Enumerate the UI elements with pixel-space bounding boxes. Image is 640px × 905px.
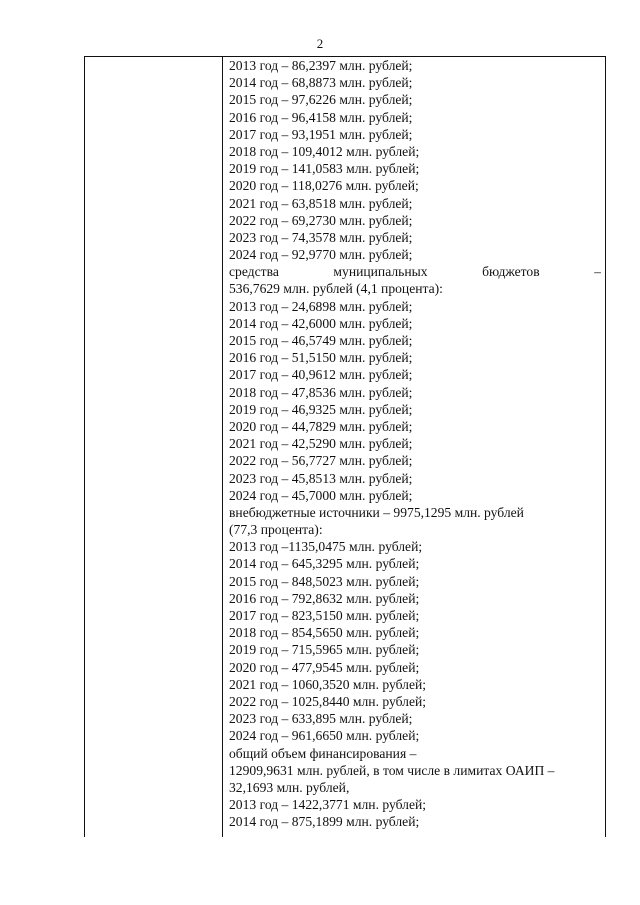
text-line: 2018 год – 47,8536 млн. рублей; (229, 384, 413, 400)
text-line: 2019 год – 141,0583 млн. рублей; (229, 161, 420, 177)
text-line: 2019 год – 46,9325 млн. рублей; (229, 401, 413, 417)
text-line: 2013 год – 86,2397 млн. рублей; (229, 58, 413, 73)
text-line: 2020 год – 477,9545 млн. рублей; (229, 659, 420, 675)
text-line: 2023 год – 45,8513 млн. рублей; (229, 470, 413, 486)
text-line: 12909,9631 млн. рублей, в том числе в лимитах ОАИП – (229, 762, 555, 778)
text-line: 2017 год – 823,5150 млн. рублей; (229, 608, 420, 623)
text-line: 2014 год – 645,3295 млн. рублей; (229, 556, 420, 572)
text-line: 32,1693 млн. рублей, (229, 779, 350, 795)
text-line: 2018 год – 109,4012 млн. рублей; (229, 143, 420, 159)
text-line: 2015 год – 97,6226 млн. рублей; (229, 92, 413, 108)
text-line: 2021 год – 1060,3520 млн. рублей; (229, 676, 427, 692)
text-line: 2016 год – 792,8632 млн. рублей; (229, 590, 420, 606)
text-line: 2020 год – 118,0276 млн. рублей; (229, 178, 419, 194)
text-line: 2021 год – 42,5290 млн. рублей; (229, 436, 413, 452)
text-line: 2015 год – 46,5749 млн. рублей; (229, 333, 413, 348)
text-line: 2020 год – 44,7829 млн. рублей; (229, 418, 413, 434)
text-line: 2017 год – 93,1951 млн. рублей; (229, 126, 413, 142)
text-line: 536,7629 млн. рублей (4,1 процента): (229, 281, 443, 297)
text-line: 2024 год – 92,9770 млн. рублей; (229, 247, 413, 263)
page-number: 2 (316, 36, 324, 51)
text-line: 2013 год – 1422,3771 млн. рублей; (229, 797, 427, 813)
text-line: 2014 год – 42,6000 млн. рублей; (229, 315, 413, 331)
text-line: 2024 год – 961,6650 млн. рублей; (229, 728, 420, 744)
text-line: средства муниципальных бюджетов – (229, 264, 601, 280)
text-line: 2017 год – 40,9612 млн. рублей; (229, 367, 413, 383)
funding-table (84, 56, 606, 837)
text-line: 2013 год –1135,0475 млн. рублей; (229, 539, 423, 555)
text-line: 2022 год – 69,2730 млн. рублей; (229, 212, 413, 228)
text-line: 2022 год – 1025,8440 млн. рублей; (229, 693, 427, 709)
text-line: 2021 год – 63,8518 млн. рублей; (229, 195, 413, 211)
text-line: 2016 год – 96,4158 млн. рублей; (229, 109, 413, 125)
text-line: 2016 год – 51,5150 млн. рублей; (229, 350, 413, 366)
text-line: (77,3 процента): (229, 522, 323, 538)
text-line: 2014 год – 68,8873 млн. рублей; (229, 75, 413, 91)
text-line: 2022 год – 56,7727 млн. рублей; (229, 453, 413, 469)
text-line: 2014 год – 875,1899 млн. рублей; (229, 814, 420, 830)
text-line: общий объем финансирования – (229, 745, 417, 761)
text-line: 2013 год – 24,6898 млн. рублей; (229, 298, 413, 314)
text-line: 2024 год – 45,7000 млн. рублей; (229, 487, 413, 503)
table-right-cell (223, 57, 605, 837)
text-line: внебюджетные источники – 9975,1295 млн. рублей (229, 504, 524, 520)
text-line: 2019 год – 715,5965 млн. рублей; (229, 642, 420, 658)
text-line: 2018 год – 854,5650 млн. рублей; (229, 625, 420, 641)
text-line: 2023 год – 74,3578 млн. рублей; (229, 229, 413, 245)
funding-lines (223, 57, 605, 830)
text-line: 2023 год – 633,895 млн. рублей; (229, 711, 413, 727)
text-line: 2015 год – 848,5023 млн. рублей; (229, 573, 420, 589)
table-left-cell (85, 57, 223, 837)
